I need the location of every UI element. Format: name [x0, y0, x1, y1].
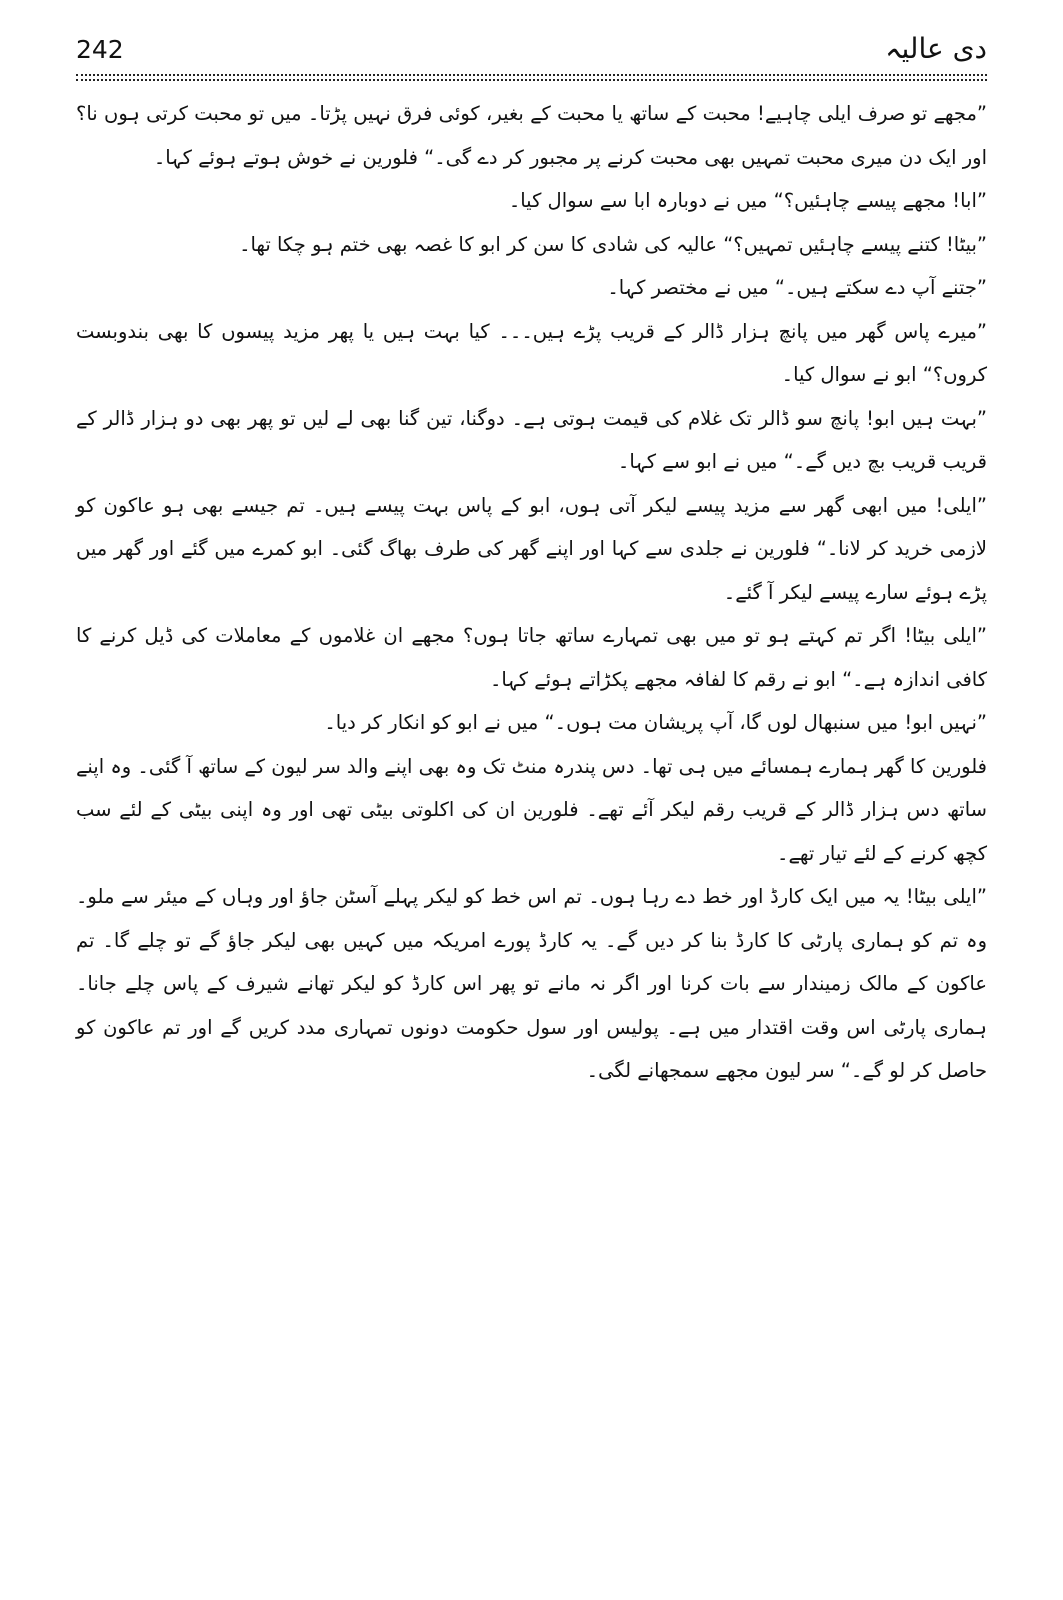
paragraph: ”میرے پاس گھر میں پانچ ہزار ڈالر کے قریب پڑے ہیں۔۔۔ کیا بہت ہیں یا پھر مزید پیسوں کا بھی بندوبست کروں؟“ ابو نے سوال کیا۔ [76, 319, 987, 386]
page-header [76, 30, 987, 74]
body-text [76, 92, 987, 1093]
paragraph: ”بیٹا! کتنے پیسے چاہئیں تمہیں؟“ عالیہ کی شادی کا سن کر ابو کا غصہ بھی ختم ہو چکا تھا۔ [239, 232, 987, 256]
running-title: دی عالیہ [885, 32, 987, 65]
page-number: 242 [76, 35, 124, 64]
paragraph: ”نہیں ابو! میں سنبھال لوں گا، آپ پریشان مت ہوں۔“ میں نے ابو کو انکار کر دیا۔ [324, 711, 987, 734]
paragraph: ”ایلی! میں ابھی گھر سے مزید پیسے لیکر آتی ہوں، ابو کے پاس بہت پیسے ہیں۔ تم جیسے بھی ہو عاکون کو لازمی خرید کر لانا۔“ فلورین نے جلدی سے کہا اور اپنے گھر کی طرف بھاگ گئی۔ ابو کمرے میں گئے اور گھر میں پڑے ہوئے سارے پیسے لیکر آ گئے۔ [76, 493, 987, 604]
paragraph: ”ایلی بیٹا! یہ میں ایک کارڈ اور خط دے رہا ہوں۔ تم اس خط کو لیکر پہلے آسٹن جاؤ اور وہاں کے میئر سے ملو۔ وہ تم کو ہماری پارٹی کا کارڈ بنا کر دیں گے۔ یہ کارڈ پورے امریکہ میں کہیں بھی لیکر جاؤ گے تو چلے گا۔ تم عاکون کے مالک زمیندار سے بات کرنا اور اگر نہ مانے تو پھر اس کارڈ کو لیکر تھانے شیرف کے پاس چلے جانا۔ ہماری پارٹی اس وقت اقتدار میں ہے۔ پولیس اور سول حکومت دونوں تمہاری مدد کریں گے اور تم عاکون کو حاصل کر لو گے۔“ سر لیون مجھے سمجھانے لگی۔ [76, 885, 987, 1082]
paragraph: ”مجھے تو صرف ایلی چاہیے! محبت کے ساتھ یا محبت کے بغیر، کوئی فرق نہیں پڑتا۔ میں تو محبت کرتی ہوں نا؟ اور ایک دن میری محبت تمہیں بھی محبت کرنے پر مجبور کر دے گی۔“ فلورین نے خوش ہوتے ہوئے کہا۔ [76, 102, 987, 169]
paragraph: ”جتنے آپ دے سکتے ہیں۔“ میں نے مختصر کہا۔ [607, 276, 987, 299]
paragraph: فلورین کا گھر ہمارے ہمسائے میں ہی تھا۔ دس پندرہ منٹ تک وہ بھی اپنے والد سر لیون کے ساتھ آ گئی۔ وہ اپنے ساتھ دس ہزار ڈالر کے قریب رقم لیکر آئے تھے۔ فلورین ان کی اکلوتی بیٹی تھی اور وہ اپنی بیٹی کے لئے سب کچھ کرنے کے لئے تیار تھے۔ [76, 754, 987, 865]
paragraph: ”بہت ہیں ابو! پانچ سو ڈالر تک غلام کی قیمت ہوتی ہے۔ دوگنا، تین گنا بھی لے لیں تو پھر بھی دو ہزار ڈالر کے قریب قریب بچ دیں گے۔“ میں نے ابو سے کہا۔ [76, 406, 987, 473]
header-divider [76, 74, 987, 76]
paragraph: ”ابا! مجھے پیسے چاہئیں؟“ میں نے دوبارہ ابا سے سوال کیا۔ [508, 189, 987, 212]
paragraph: ”ایلی بیٹا! اگر تم کہتے ہو تو میں بھی تمہارے ساتھ جاتا ہوں؟ مجھے ان غلاموں کے معاملات کی ڈیل کرنے کا کافی اندازہ ہے۔“ ابو نے رقم کا لفافہ مجھے پکڑاتے ہوئے کہا۔ [76, 624, 987, 691]
header-divider-lower [76, 79, 987, 81]
